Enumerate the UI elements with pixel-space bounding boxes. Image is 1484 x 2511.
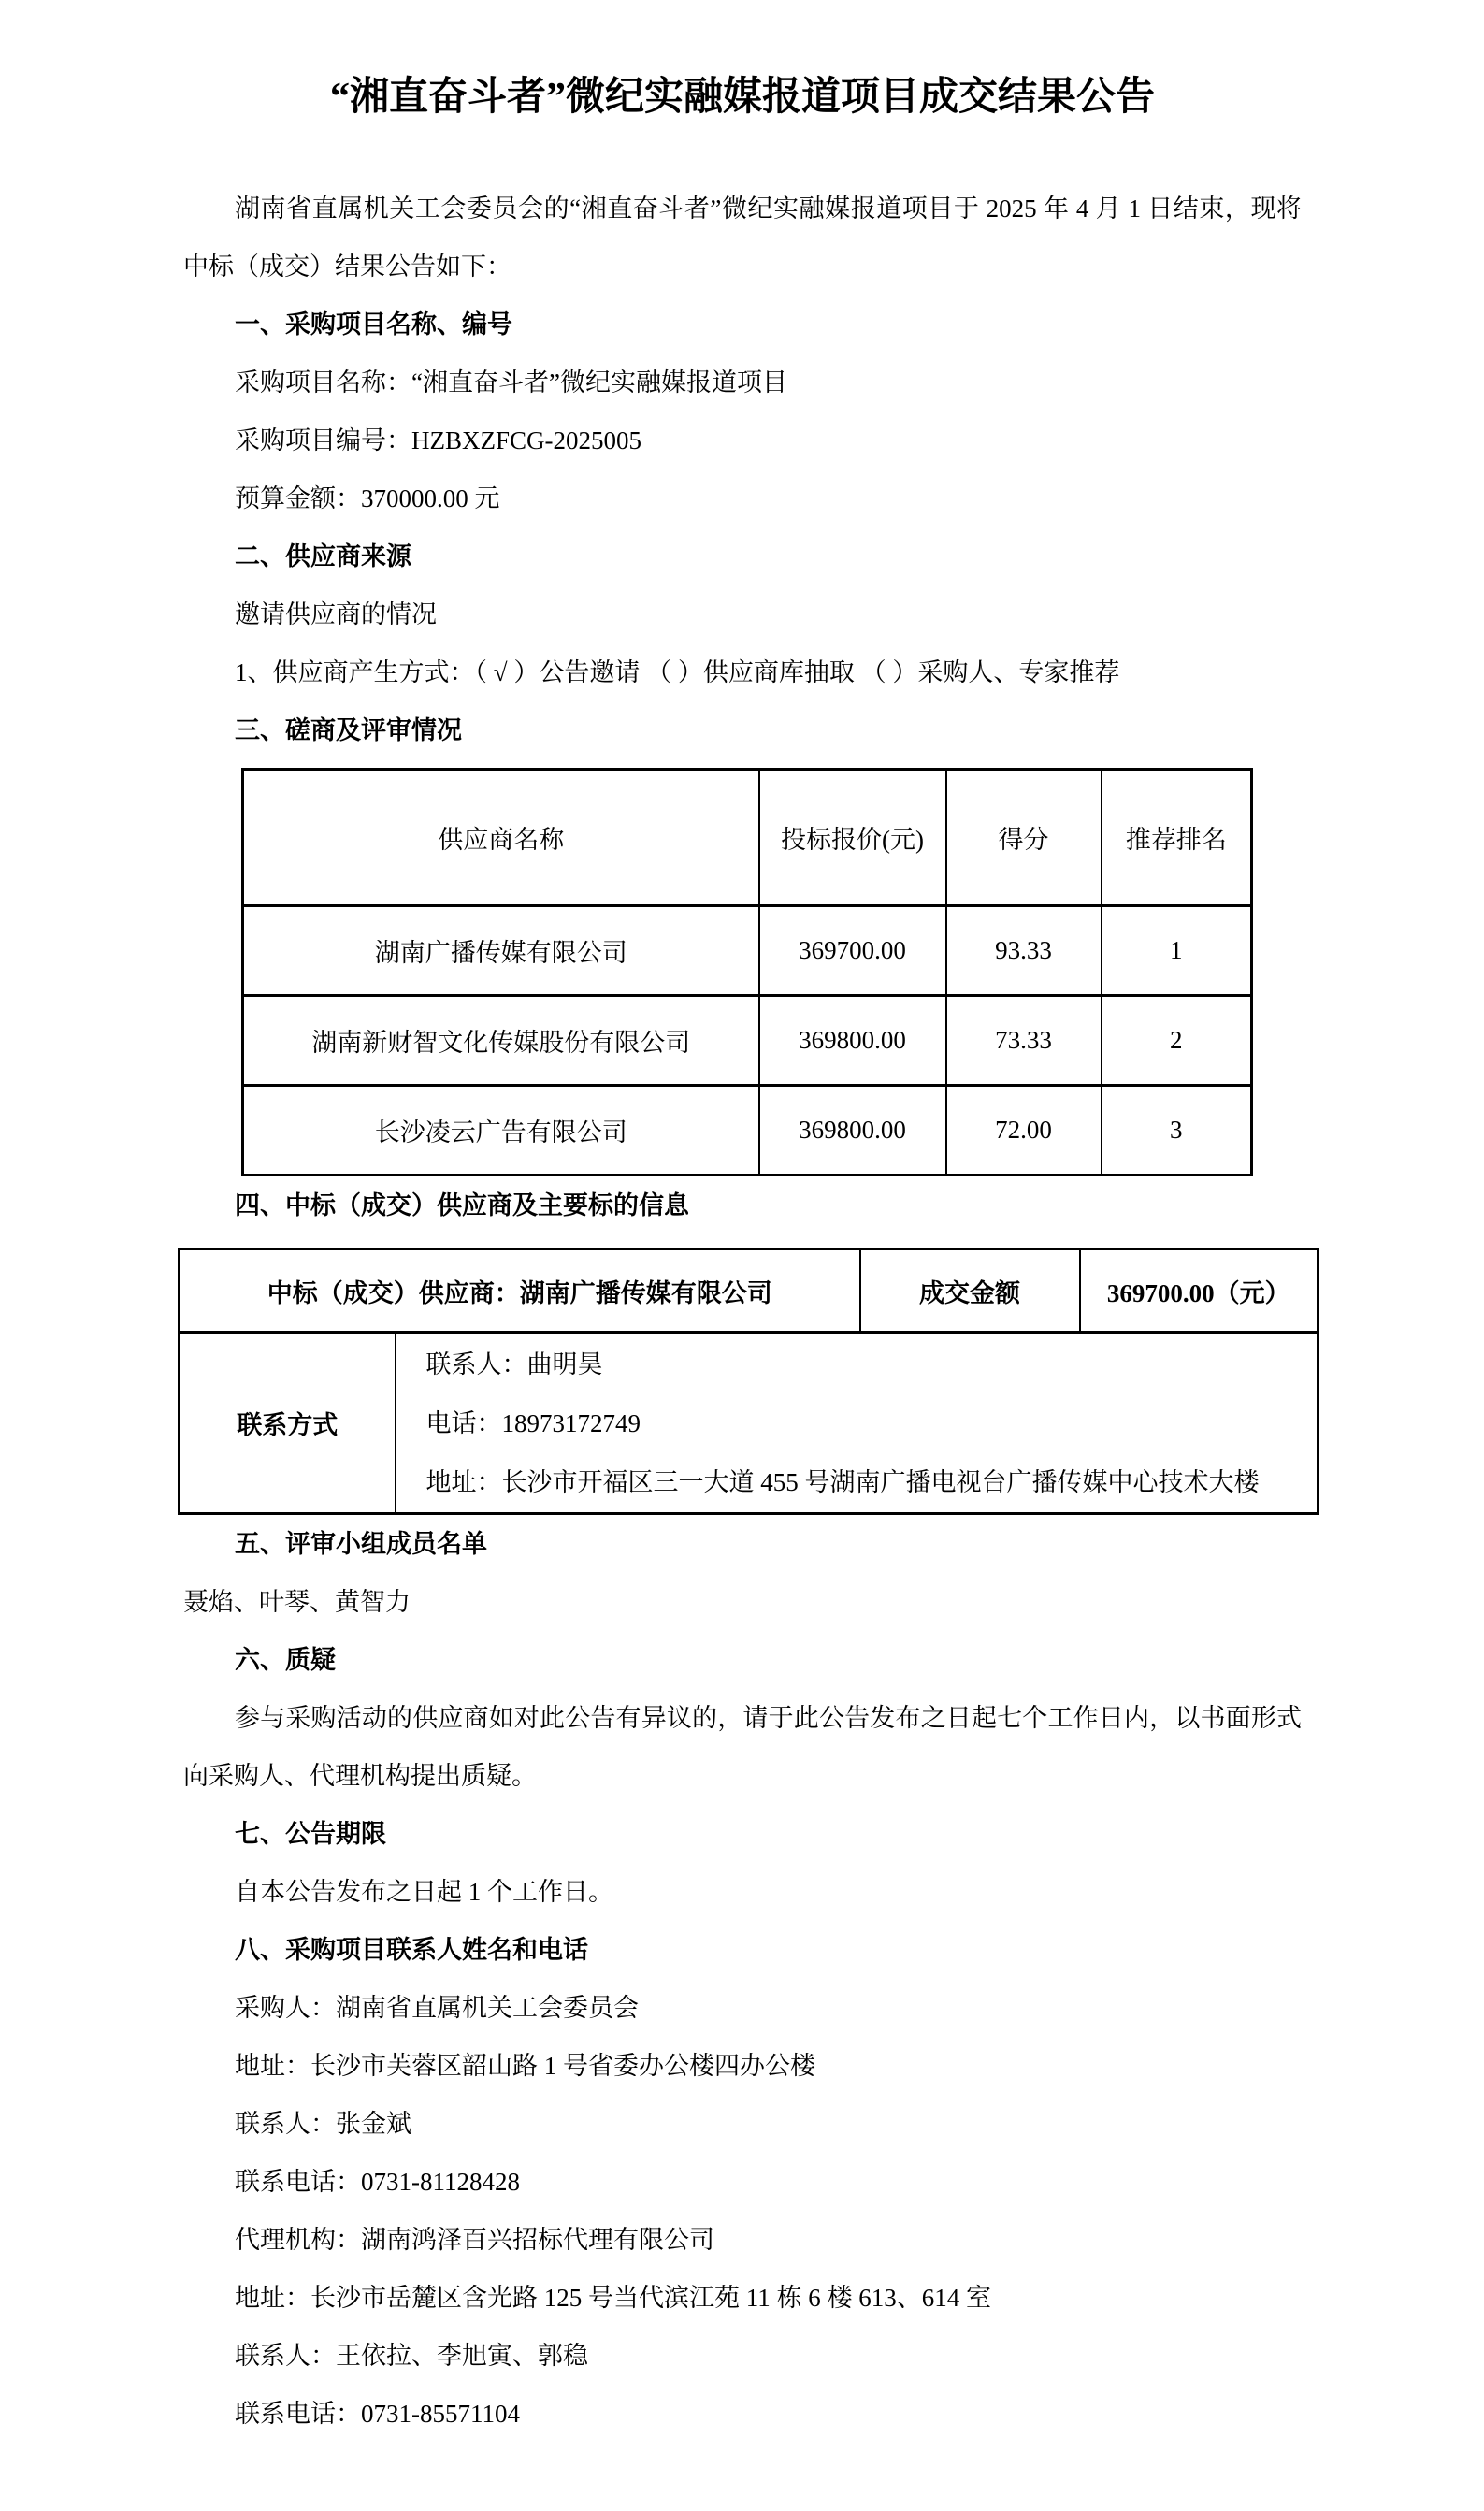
contact-lines	[396, 1334, 1318, 1512]
table-row	[243, 996, 1252, 1086]
supplier-name-cell: 湖南新财智文化传媒股份有限公司	[243, 996, 759, 1086]
announcement-period-line: 自本公告发布之日起 1 个工作日。	[235, 1878, 613, 1906]
budget-line: 预算金额：370000.00 元	[235, 484, 500, 512]
award-contact-row	[180, 1333, 1318, 1514]
section-heading-2: 二、供应商来源	[235, 542, 411, 570]
contact-phone-line: 电话：18973172749	[425, 1409, 641, 1437]
bid-price-cell: 369800.00	[759, 996, 946, 1086]
bid-price-cell: 369700.00	[759, 906, 946, 996]
page-title: “湘直奋斗者”微纪实融媒报道项目成交结果公告	[329, 76, 1155, 119]
supplier-method-line: 1、供应商产生方式：（ √ ）公告邀请 （ ）供应商库抽取 （ ）采购人、专家推荐	[235, 658, 1120, 686]
invited-suppliers-line: 邀请供应商的情况	[235, 600, 437, 628]
review-panel-members-line: 聂焰、叶琴、黄智力	[183, 1588, 411, 1616]
rank-cell: 3	[1102, 1086, 1252, 1176]
document-content	[183, 0, 1302, 2443]
rank-cell: 2	[1102, 996, 1252, 1086]
score-cell: 93.33	[946, 906, 1102, 996]
bid-evaluation-table	[241, 768, 1253, 1176]
header-supplier-name: 供应商名称	[243, 770, 759, 906]
award-winner-row	[180, 1249, 1318, 1333]
section-heading-4: 四、中标（成交）供应商及主要标的信息	[235, 1191, 689, 1219]
section-heading-5: 五、评审小组成员名单	[235, 1530, 487, 1558]
header-rank: 推荐排名	[1102, 770, 1252, 906]
objection-paragraph: 参与采购活动的供应商如对此公告有异议的，请于此公告发布之日起七个工作日内，以书面形式向采购人、代理机构提出质疑。	[183, 1704, 1302, 1790]
agency-address-line: 地址：长沙市岳麓区含光路 125 号当代滨江苑 11 栋 6 楼 613、614 室	[235, 2284, 991, 2312]
bid-table-header-row	[243, 770, 1252, 906]
agency-phone-line: 联系电话：0731-85571104	[235, 2400, 520, 2428]
purchaser-line: 采购人：湖南省直属机关工会委员会	[235, 1994, 639, 2022]
score-cell: 72.00	[946, 1086, 1102, 1176]
project-number-line: 采购项目编号：HZBXZFCG-2025005	[235, 426, 642, 455]
rank-cell: 1	[1102, 906, 1252, 996]
section-heading-7: 七、公告期限	[235, 1820, 386, 1848]
bid-price-cell: 369800.00	[759, 1086, 946, 1176]
winner-cell: 中标（成交）供应商：湖南广播传媒有限公司	[180, 1249, 860, 1333]
purchaser-phone-line: 联系电话：0731-81128428	[235, 2168, 520, 2196]
purchaser-contact-line: 联系人：张金斌	[235, 2110, 411, 2138]
contact-method-label: 联系方式	[180, 1333, 396, 1514]
supplier-name-cell: 湖南广播传媒有限公司	[243, 906, 759, 996]
award-info-table	[178, 1248, 1319, 1515]
section-heading-1: 一、采购项目名称、编号	[235, 310, 512, 339]
intro-paragraph: 湖南省直属机关工会委员会的“湘直奋斗者”微纪实融媒报道项目于 2025 年 4 月 1 日结束，现将中标（成交）结果公告如下：	[183, 195, 1302, 281]
header-score: 得分	[946, 770, 1102, 906]
table-row	[243, 1086, 1252, 1176]
contact-detail-cell	[396, 1333, 1318, 1514]
purchaser-address-line: 地址：长沙市芙蓉区韶山路 1 号省委办公楼四办公楼	[235, 2052, 815, 2080]
header-bid-price: 投标报价(元)	[759, 770, 946, 906]
score-cell: 73.33	[946, 996, 1102, 1086]
amount-label-cell: 成交金额	[860, 1249, 1080, 1333]
contact-person-line: 联系人：曲明昊	[425, 1350, 603, 1378]
supplier-name-cell: 长沙凌云广告有限公司	[243, 1086, 759, 1176]
section-heading-6: 六、质疑	[235, 1646, 336, 1674]
contact-address-line: 地址：长沙市开福区三一大道 455 号湖南广播电视台广播传媒中心技术大楼	[425, 1468, 1260, 1496]
agency-contact-line: 联系人：王依拉、李旭寅、郭稳	[235, 2342, 588, 2370]
agency-line: 代理机构：湖南鸿泽百兴招标代理有限公司	[235, 2226, 714, 2254]
section-heading-3: 三、磋商及评审情况	[235, 716, 462, 744]
table-row	[243, 906, 1252, 996]
section-heading-8: 八、采购项目联系人姓名和电话	[235, 1936, 588, 1964]
project-name-line: 采购项目名称：“湘直奋斗者”微纪实融媒报道项目	[235, 368, 787, 397]
amount-value-cell: 369700.00（元）	[1080, 1249, 1318, 1333]
